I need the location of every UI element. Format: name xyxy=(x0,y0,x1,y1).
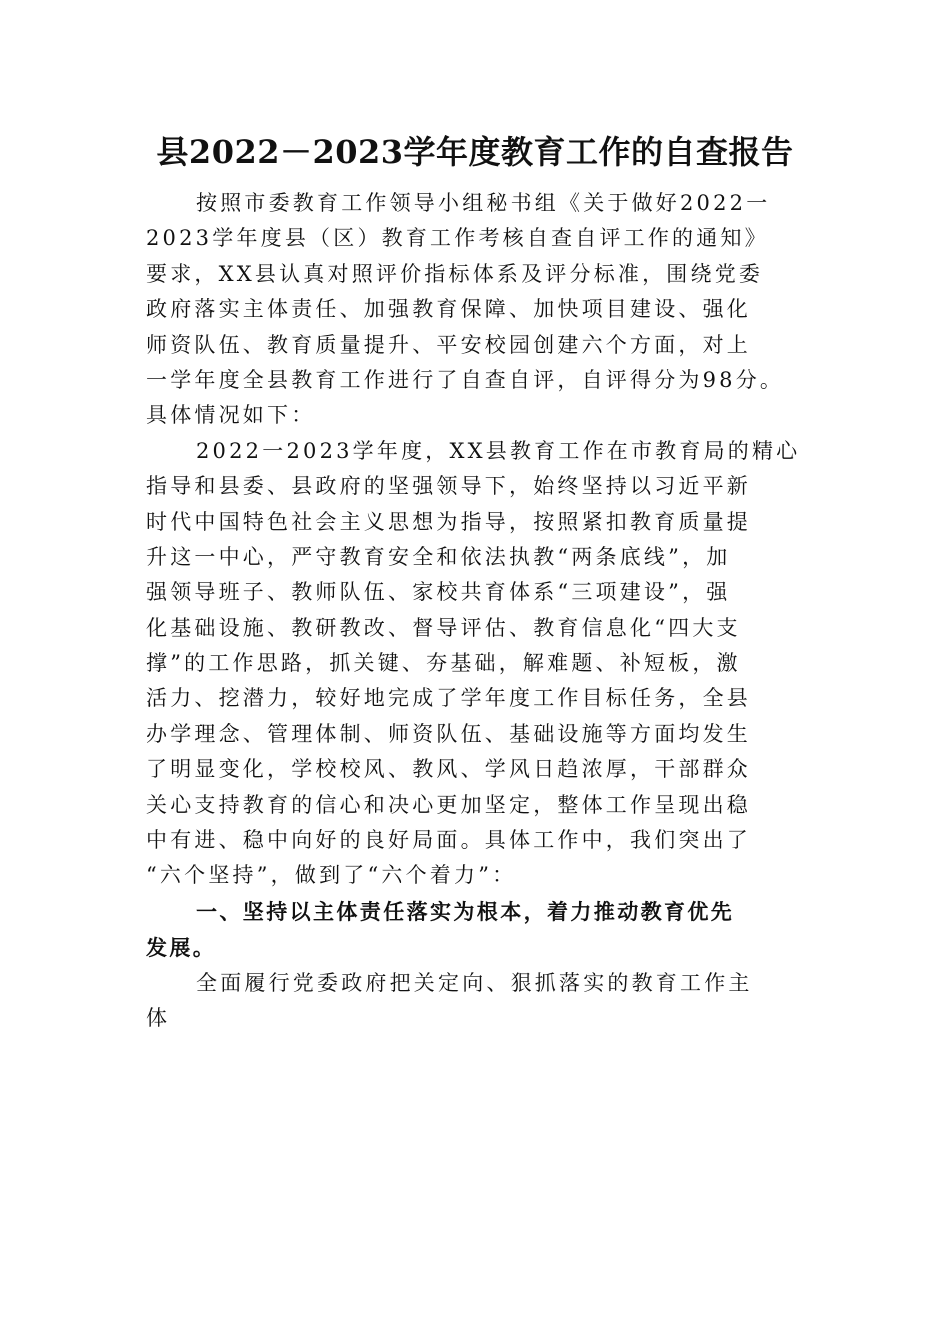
text-line: 升这一中心，严守教育安全和依法执教“两条底线”，加 xyxy=(146,544,731,569)
text-line: 具体情况如下： xyxy=(146,403,316,428)
text-line: 师资队伍、教育质量提升、平安校园创建六个方面，对上 xyxy=(146,332,751,357)
text-line: 撑”的工作思路，抓关键、夯基础，解难题、补短板，激 xyxy=(146,651,741,676)
document-body xyxy=(146,186,812,1037)
text-line: 2023学年度县（区）教育工作考核自查自评工作的通知》 xyxy=(146,226,769,251)
text-line: 中有进、稳中向好的良好局面。具体工作中，我们突出了 xyxy=(146,828,751,853)
text-line: 按照市委教育工作领导小组秘书组《关于做好2022一 xyxy=(196,191,771,215)
text-line: 强领导班子、教师队伍、家校共育体系“三项建设”，强 xyxy=(146,580,731,605)
text-line: 政府落实主体责任、加强教育保障、加快项目建设、强化 xyxy=(146,297,751,322)
paragraph-intro xyxy=(146,186,812,434)
heading-line: 一、坚持以主体责任落实为根本，着力推动教育优先 xyxy=(196,898,735,924)
paragraph-overview xyxy=(146,434,812,894)
text-line: 活力、挖潜力，较好地完成了学年度工作目标任务，全县 xyxy=(146,686,751,711)
text-line: 了明显变化，学校校风、教风、学风日趋浓厚，干部群众 xyxy=(146,757,751,782)
text-line: 时代中国特色社会主义思想为指导，按照紧扣教育质量提 xyxy=(146,509,751,534)
text-line: 指导和县委、县政府的坚强领导下，始终坚持以习近平新 xyxy=(146,474,751,499)
heading-line: 发展。 xyxy=(146,934,217,960)
section-heading-1 xyxy=(146,894,812,966)
text-line: 一学年度全县教育工作进行了自查自评，自评得分为98分。 xyxy=(146,367,785,392)
text-line: “六个坚持”，做到了“六个着力”： xyxy=(146,863,517,888)
document-title: 县2022－2023学年度教育工作的自查报告 xyxy=(156,133,794,171)
text-line: 要求，XX县认真对照评价指标体系及评分标准，围绕党委 xyxy=(146,261,764,286)
text-line: 2022一2023学年度，XX县教育工作在市教育局的精心 xyxy=(196,438,801,463)
text-line: 体 xyxy=(146,1006,171,1031)
text-line: 全面履行党委政府把关定向、狠抓落实的教育工作主 xyxy=(196,970,753,995)
paragraph-section-1 xyxy=(146,966,812,1037)
text-line: 化基础设施、教研教改、督导评估、教育信息化“四大支 xyxy=(146,615,741,640)
text-line: 关心支持教育的信心和决心更加坚定，整体工作呈现出稳 xyxy=(146,792,751,817)
text-line: 办学理念、管理体制、师资队伍、基础设施等方面均发生 xyxy=(146,721,751,746)
